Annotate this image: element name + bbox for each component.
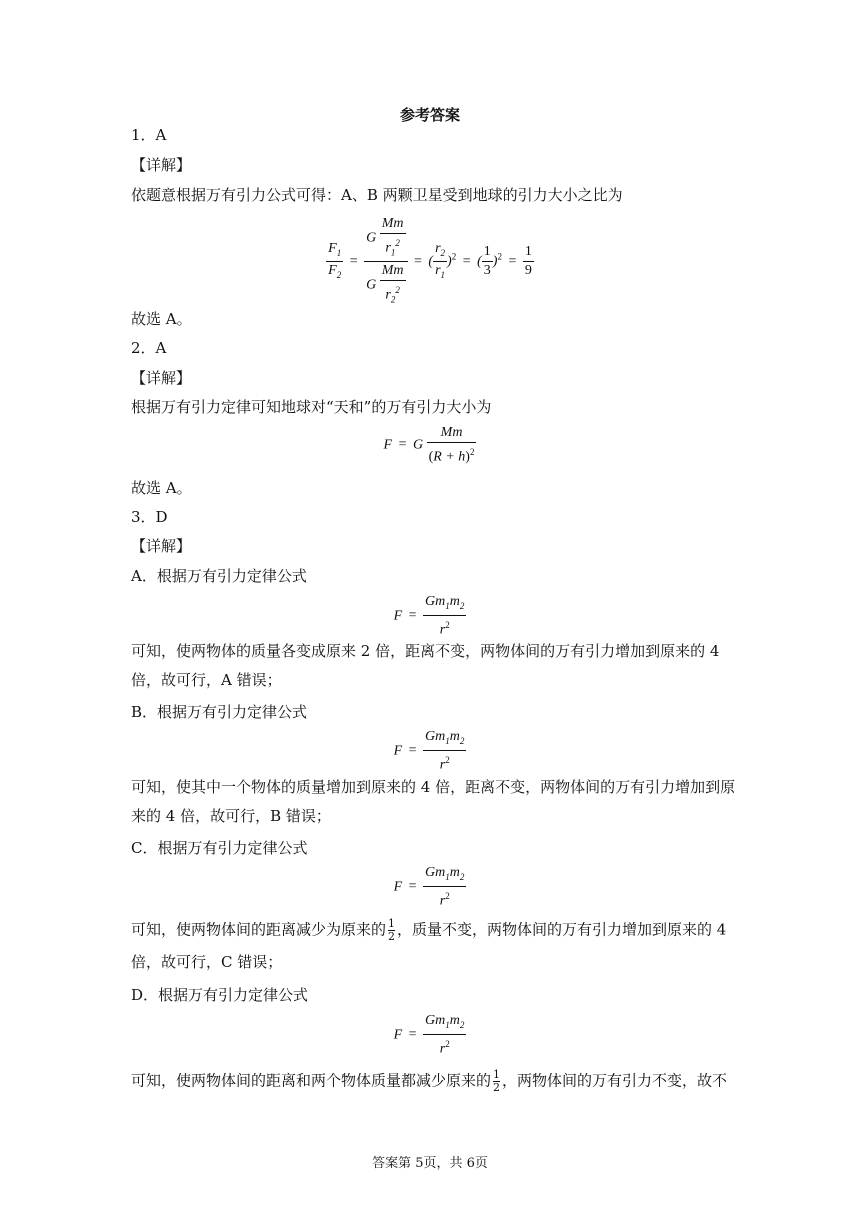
half-fraction: $\frac{1}{2}$ [388,917,396,943]
q3-d-formula: F = $\frac{Gm_1m_2}{r^2}$ [393,1013,465,1057]
q3-d-heading: D．根据万有引力定律公式 [131,986,309,1004]
q3-a-text-1: 可知，使两物体的质量各变成原来 2 倍，距离不变，两物体间的万有引力增加到原来的 4 [131,642,720,660]
q1-formula: $\frac{F_1}{F_2}$ = G $\frac{Mm}{r_1^2}$ G $\frac{Mm}{r_2^2}$ = ( $\frac{r_2}{r_1}$ )$^2$ = ( $\frac{1}{3}$ )$^2$ = $\frac{1}{9}$ [0,215,860,309]
q3-a-heading: A．根据万有引力定律公式 [131,567,307,585]
q3-c-text-2: 倍，故可行，C 错误； [131,953,283,971]
page-footer: 答案第 5页，共 6页 [372,1156,488,1171]
q1-conclusion: 故选 A。 [131,310,192,328]
q3-b-formula: F = $\frac{Gm_1m_2}{r^2}$ [393,729,465,773]
q3-d-text-1b: ，两物体间的万有引力不变，故不 [502,1071,728,1090]
q3-c-formula: F = $\frac{Gm_1m_2}{r^2}$ [393,865,465,909]
half-fraction: $\frac{1}{2}$ [493,1068,501,1094]
q3-b-heading: B．根据万有引力定律公式 [131,703,308,721]
page-title: 参考答案 [399,106,460,124]
q3-b-text-1: 可知，使其中一个物体的质量增加到原来的 4 倍，距离不变，两物体间的万有引力增加到原 [131,778,736,796]
q3-d-text-1 [131,1069,727,1094]
q3-c-text-1 [131,918,726,943]
q3-c-text-1a: 可知，使两物体间的距离减少为原来的 [131,920,387,939]
q1-detail-heading: 【详解】 [131,156,192,174]
q3-detail-heading: 【详解】 [131,537,192,555]
q2-number: 2．A [131,339,167,357]
q3-c-heading: C．根据万有引力定律公式 [131,839,308,857]
q2-detail-heading: 【详解】 [131,369,192,387]
q1-text: 依题意根据万有引力公式可得：A、B 两颗卫星受到地球的引力大小之比为 [131,186,623,204]
q2-conclusion: 故选 A。 [131,479,192,497]
q3-d-text-1a: 可知，使两物体间的距离和两个物体质量都减少原来的 [131,1071,492,1090]
q3-a-formula: F = $\frac{Gm_1m_2}{r^2}$ [393,594,465,638]
q2-text: 根据万有引力定律可知地球对“天和”的万有引力大小为 [131,398,492,416]
q2-formula: F = G $\frac{Mm}{(R + h)^2}$ [383,425,475,465]
q3-b-text-2: 来的 4 倍，故可行，B 错误； [131,807,331,825]
q1-number: 1．A [131,126,167,144]
q3-number: 3．D [131,508,168,526]
q3-c-text-1b: ，质量不变，两物体间的万有引力增加到原来的 4 [397,920,727,939]
q3-a-text-2: 倍，故可行，A 错误； [131,671,282,689]
